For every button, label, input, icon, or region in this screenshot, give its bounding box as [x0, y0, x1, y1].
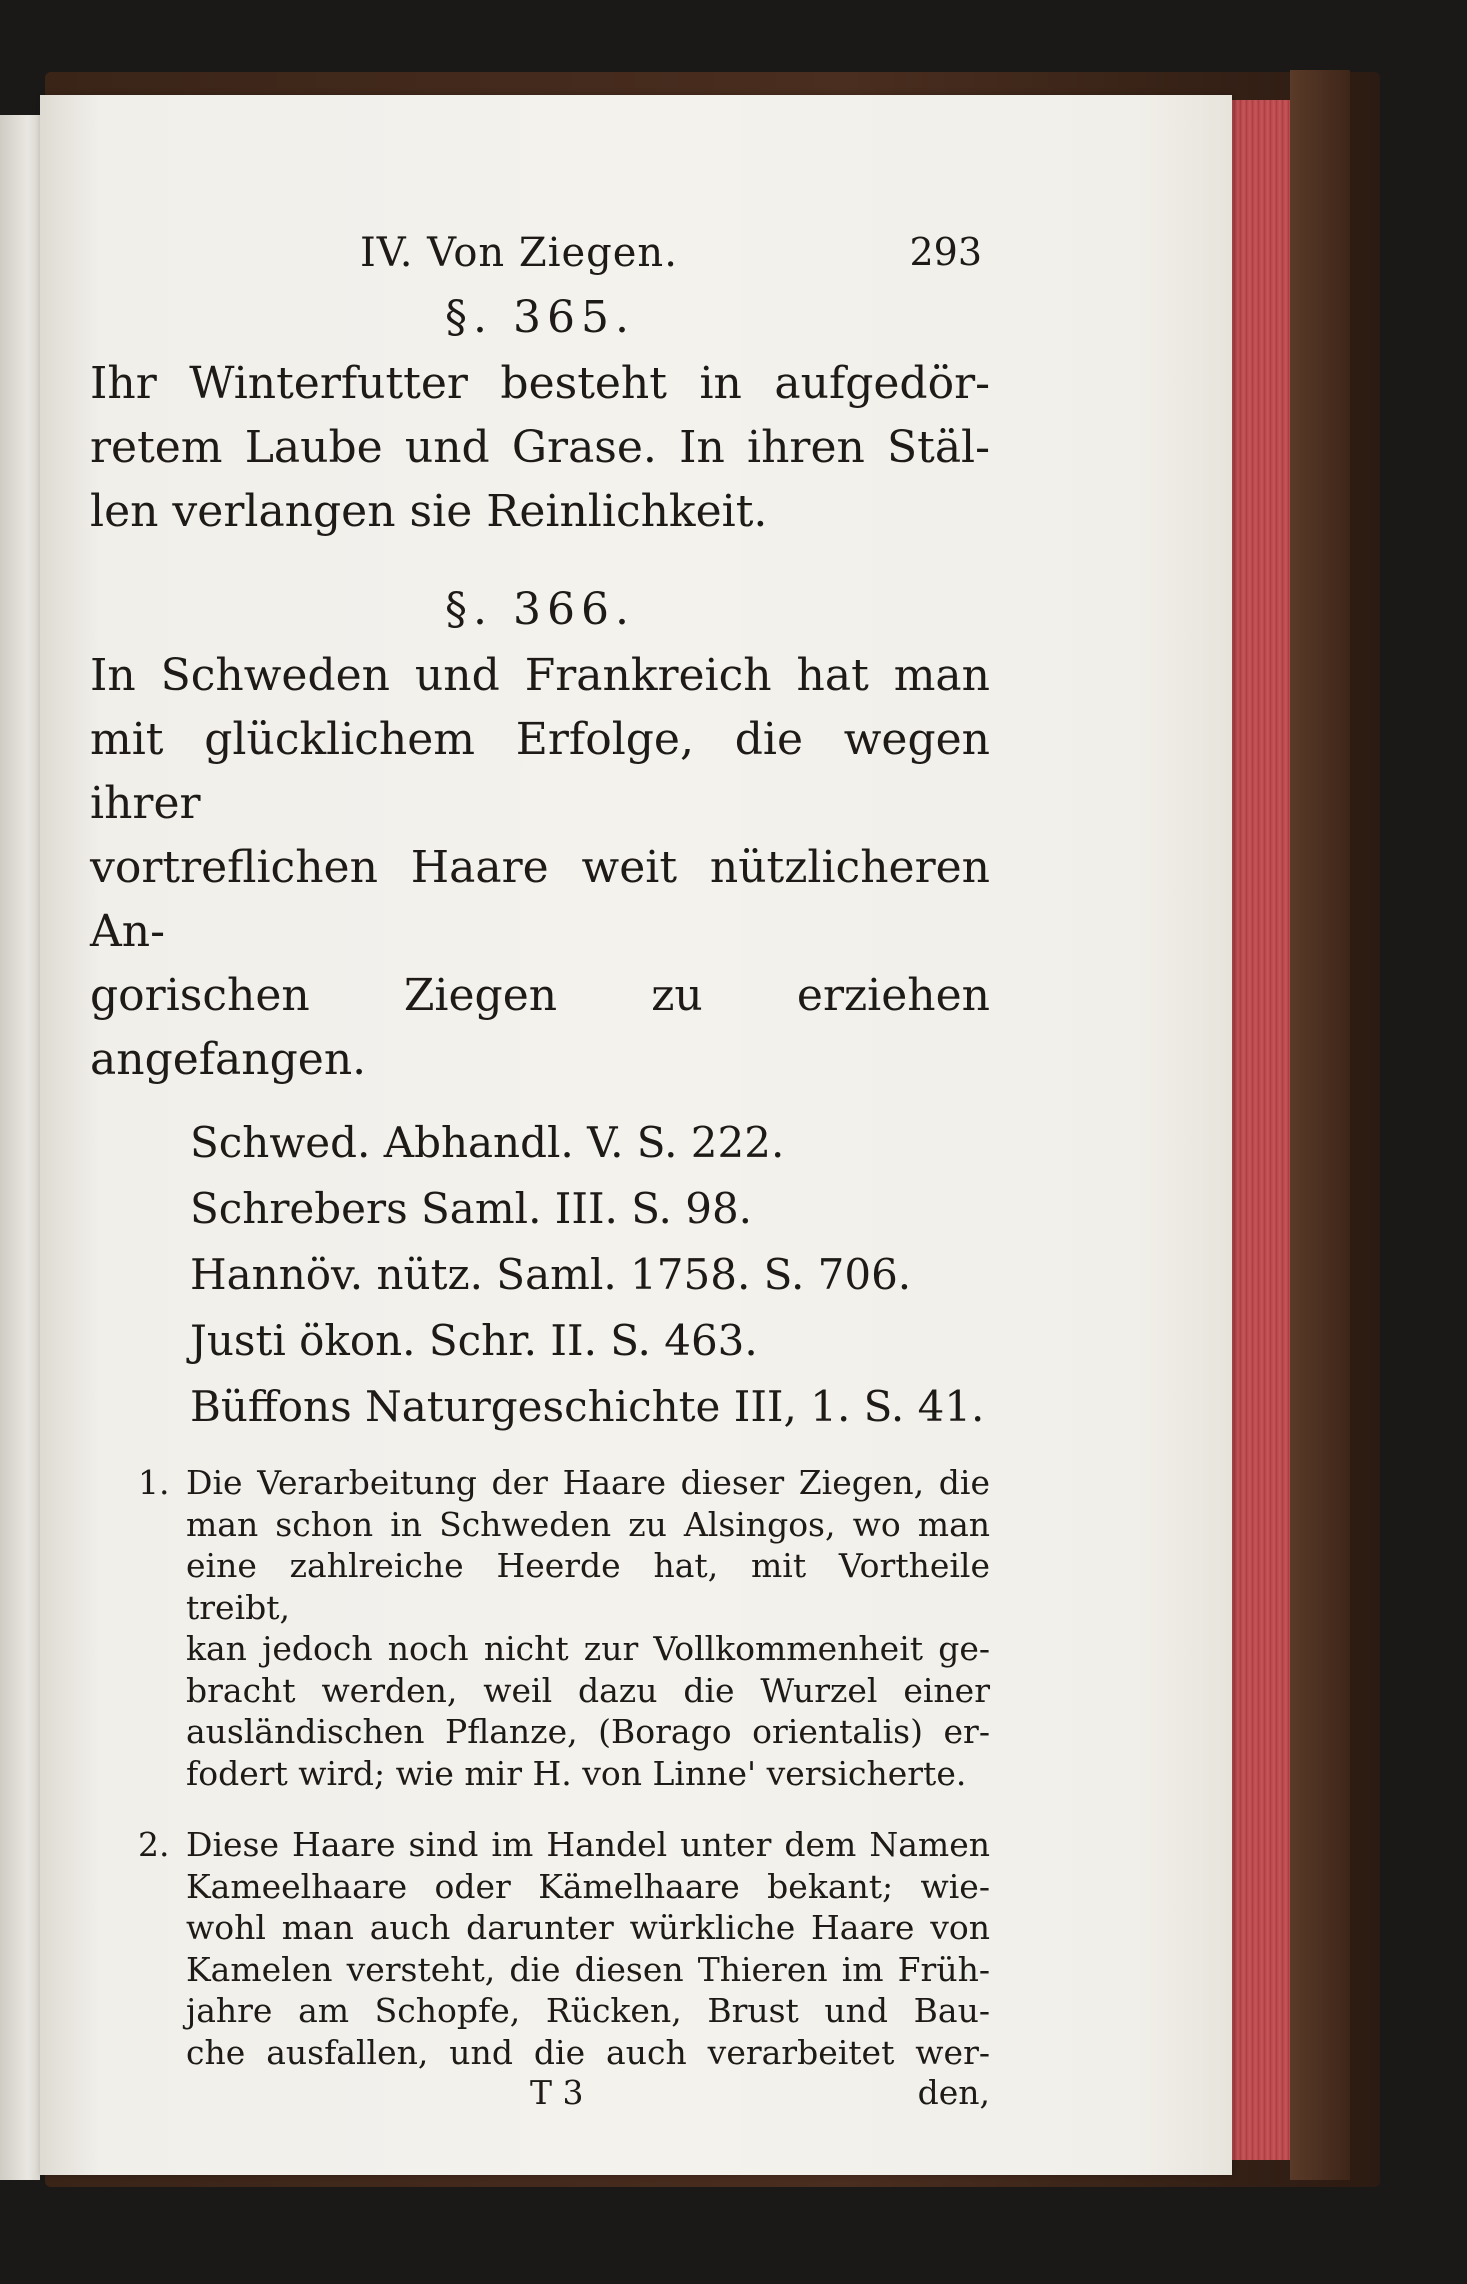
- note-line: bracht werden, weil dazu die Wurzel einer: [186, 1670, 990, 1710]
- page-number: 293: [909, 230, 982, 274]
- note-line: man schon in Schweden zu Alsingos, wo man: [186, 1504, 990, 1544]
- page-text: [90, 230, 990, 2119]
- note-line: fodert wird; wie mir H. von Linne' versicherte.: [186, 1753, 967, 1793]
- section-mark-366: §. 366.: [445, 584, 635, 635]
- page-header: [90, 230, 990, 290]
- reference-item: Justi ökon. Schr. II. S. 463.: [190, 1316, 758, 1365]
- reference-item: Schwed. Abhandl. V. S. 222.: [190, 1118, 785, 1167]
- paragraph-365: [90, 352, 990, 544]
- cover-edge: [1290, 70, 1350, 2180]
- reference-item: Hannöv. nütz. Saml. 1758. S. 706.: [190, 1250, 912, 1299]
- note-line: wohl man auch darunter würkliche Haare von: [186, 1908, 990, 1947]
- paragraph-366: [90, 644, 990, 1092]
- footnote-2: [90, 1824, 990, 2073]
- note-line: Kamelen versteht, die diesen Thieren im Früh-: [186, 1949, 990, 1989]
- note-line: Kameelhaare oder Kämelhaare bekant; wie-: [186, 1866, 990, 1906]
- signature-mark: T 3: [530, 2073, 584, 2112]
- references-list: [190, 1110, 990, 1440]
- catchword: den,: [917, 2073, 990, 2112]
- note-line: Die Verarbeitung der Haare dieser Ziegen, die: [186, 1463, 990, 1502]
- footnote-number: 1.: [138, 1463, 170, 1502]
- running-head: IV. Von Ziegen.: [360, 230, 678, 276]
- text-line: In Schweden und Frankreich hat man: [90, 650, 990, 701]
- text-line: vortreflichen Haare weit nützlicheren An-: [90, 842, 990, 957]
- note-line: che ausfallen, und die auch verarbeitet wer-: [186, 2032, 990, 2072]
- note-line: jahre am Schopfe, Rücken, Brust und Bau-: [186, 1991, 990, 2030]
- reference-item: Büffons Naturgeschichte III, 1. S. 41.: [190, 1382, 985, 1431]
- facing-page-edge: [0, 115, 40, 2180]
- note-line: eine zahlreiche Heerde hat, mit Vortheile treibt,: [186, 1546, 990, 1627]
- note-line: ausländischen Pflanze, (Borago orientalis) er-: [186, 1712, 990, 1751]
- note-line: kan jedoch noch nicht zur Vollkommenheit ge-: [186, 1629, 990, 1668]
- text-line: gorischen Ziegen zu erziehen angefangen.: [90, 970, 990, 1085]
- text-line: retem Laube und Grase. In ihren Stäl-: [90, 422, 990, 473]
- text-line: len verlangen sie Reinlichkeit.: [90, 486, 768, 537]
- page-footer: [90, 2073, 990, 2119]
- footnote-1: [90, 1462, 990, 1794]
- note-line: Diese Haare sind im Handel unter dem Namen: [186, 1825, 990, 1864]
- text-line: mit glücklichem Erfolge, die wegen ihrer: [90, 714, 990, 829]
- reference-item: Schrebers Saml. III. S. 98.: [190, 1184, 753, 1233]
- footnote-number: 2.: [138, 1825, 170, 1864]
- text-line: Ihr Winterfutter besteht in aufgedör-: [90, 358, 990, 409]
- section-mark-365: §. 365.: [445, 292, 635, 343]
